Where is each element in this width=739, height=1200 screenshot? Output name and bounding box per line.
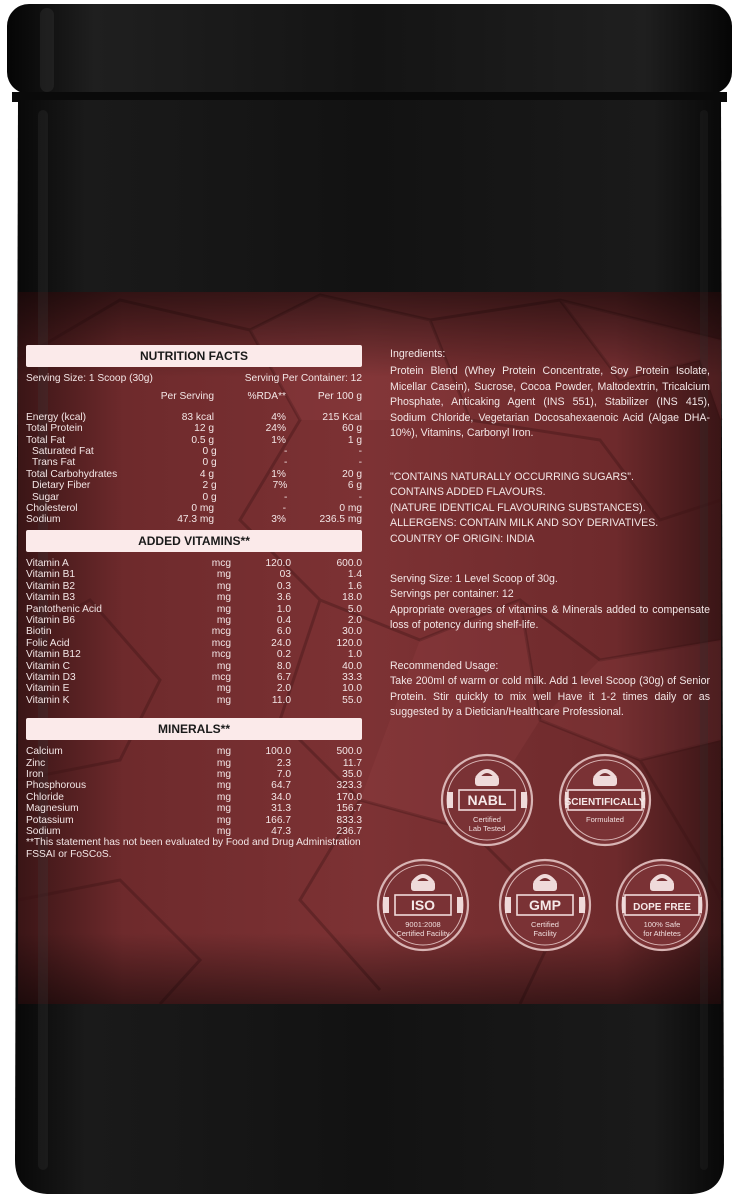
usage-text: Take 200ml of warm or cold milk. Add 1 level Scoop (30g) of Senior Protein. Stir quickly to mix well Have it 1-2 times daily or as suggested by a Dietician/Healthcare Professional. xyxy=(390,675,710,719)
badge-subtitle: Lab Tested xyxy=(468,824,506,833)
nutrient-name: Vitamin B12 xyxy=(26,649,81,661)
nutrient-unit: mg xyxy=(216,803,231,815)
nutrient-per-serving: 6.7 xyxy=(276,671,291,683)
nutrient-unit: mg xyxy=(216,694,231,706)
nutrient-unit: mg xyxy=(216,780,231,792)
nutrient-per-serving: 2.0 xyxy=(276,683,291,695)
nutrient-rda: - xyxy=(283,457,288,469)
nutrient-per-100g: 0 mg xyxy=(339,503,362,515)
nutrient-per-100g: 33.3 xyxy=(342,671,362,683)
dumbbell-icon xyxy=(505,897,511,913)
nutrient-name: Vitamin B3 xyxy=(26,592,76,604)
nutrient-per-serving: 34.0 xyxy=(271,791,291,803)
nutrient-per-serving: 2 g xyxy=(202,480,217,492)
nutrient-per-serving: 3.6 xyxy=(276,592,291,604)
nutrient-unit: mcg xyxy=(211,649,231,661)
badge-title: ISO xyxy=(410,897,436,913)
nutrient-per-serving: 4 g xyxy=(199,468,214,480)
ingredients-text: Protein Blend (Whey Protein Concentrate, Soy Protein Isolate, Micellar Casein), Sucrose, Cocoa Powder, Maltodextrin, Tricalcium Phosphate, Anticaking Agent (INS 551), Stabilizer (INS 415), Sodium Chloride, Vegetarian Docosahexaenoic Acid (Algae DHA-10%), Vitamins, Carbonyl Iron. xyxy=(390,365,710,440)
badge-subtitle: for Athletes xyxy=(643,929,681,938)
nutrient-per-100g: 1.0 xyxy=(347,649,362,661)
nutrient-per-100g: 40.0 xyxy=(342,660,362,672)
badge-title: GMP xyxy=(529,897,561,913)
nutrient-per-100g: 215 Kcal xyxy=(322,411,362,423)
col-per-100g: Per 100 g xyxy=(317,391,362,403)
nutrient-per-100g: 120.0 xyxy=(336,637,362,649)
serving-size-detail: Serving Size: 1 Level Scoop of 30g. xyxy=(390,573,558,585)
nutrient-unit: mg xyxy=(216,746,231,758)
footnote-line-2: FSSAI or FoSCoS. xyxy=(26,848,112,860)
nutrient-name: Energy (kcal) xyxy=(26,411,87,423)
nutrient-name: Total Fat xyxy=(26,434,66,446)
nutrient-name: Zinc xyxy=(26,757,46,769)
servings-per-container-detail: Servings per container: 12 xyxy=(390,588,514,601)
badge-subtitle: Facility xyxy=(533,929,557,938)
nutrient-unit: mg xyxy=(216,614,231,626)
nutrient-per-serving: 0 g xyxy=(202,491,217,503)
nutrient-name: Chloride xyxy=(26,791,64,803)
nutrient-name: Vitamin C xyxy=(26,660,70,672)
nutrient-per-serving: 47.3 xyxy=(271,826,291,837)
nutrient-per-serving: 2.3 xyxy=(276,757,291,769)
dope-free-badge xyxy=(617,860,707,950)
nutrient-per-serving: 0.3 xyxy=(276,580,291,592)
nutrient-rda: - xyxy=(282,503,286,515)
scientifically-formulated-badge xyxy=(560,755,650,845)
nutrition-facts-title: NUTRITION FACTS xyxy=(26,345,362,367)
nutrient-per-serving: 31.3 xyxy=(271,803,291,815)
nutrient-name: Biotin xyxy=(26,626,52,638)
dumbbell-icon xyxy=(383,897,389,913)
nutrient-per-serving: 83 kcal xyxy=(181,411,214,423)
nutrient-name: Total Protein xyxy=(26,423,83,435)
badge-title: SCIENTIFICALLY xyxy=(564,797,646,808)
vitamins-title: ADDED VITAMINS** xyxy=(26,530,362,552)
nutrient-per-serving: 7.0 xyxy=(276,768,291,780)
badge-subtitle: Certified Facility xyxy=(396,929,450,938)
nutrient-rda: - xyxy=(283,491,288,503)
nutrient-unit: mcg xyxy=(211,626,231,638)
nutrient-name: Sodium xyxy=(26,826,61,837)
nutrient-unit: mg xyxy=(216,757,231,769)
nutrient-name: Cholesterol xyxy=(26,503,78,515)
badge-subtitle: Certified xyxy=(473,815,501,824)
nutrient-per-serving: 6.0 xyxy=(276,626,291,638)
nutrient-unit: mg xyxy=(216,580,231,592)
servings-per-container: Serving Per Container: 12 xyxy=(244,373,362,384)
nutrient-name: Phosphorous xyxy=(26,780,87,792)
nutrient-per-serving: 0.5 g xyxy=(191,434,214,446)
nutrient-per-serving: 100.0 xyxy=(265,746,291,758)
nutrient-rda: 1% xyxy=(271,468,286,480)
nutrient-per-100g: 2.0 xyxy=(347,614,362,626)
col-rda: %RDA** xyxy=(247,391,286,403)
nutrient-per-100g: 55.0 xyxy=(342,694,362,706)
nutrient-name: Dietary Fiber xyxy=(32,480,91,492)
badge-subtitle: 100% Safe xyxy=(643,920,681,929)
nutrient-per-serving: 12 g xyxy=(194,423,214,435)
nutrient-rda: 1% xyxy=(271,434,286,446)
nutrient-per-100g: 5.0 xyxy=(347,603,362,615)
nutrient-unit: mg xyxy=(216,660,231,672)
nutrient-rda: - xyxy=(283,446,288,458)
nutrient-unit: mg xyxy=(216,826,231,837)
nutrient-per-serving: 1.0 xyxy=(276,603,291,615)
nutrient-per-serving: 0.4 xyxy=(276,614,291,626)
nutrient-rda: 4% xyxy=(271,411,286,423)
minerals-title: MINERALS** xyxy=(26,718,362,740)
nutrient-name: Calcium xyxy=(26,746,63,758)
nutrient-per-100g: 236.7 xyxy=(336,826,362,837)
badge-subtitle: 9001:2008 xyxy=(405,920,441,929)
nutrient-name: Vitamin E xyxy=(26,683,70,695)
nutrient-name: Vitamin B2 xyxy=(26,580,76,592)
nutrient-unit: mg xyxy=(216,814,231,826)
nutrient-unit: mg xyxy=(216,768,231,780)
nutrient-per-100g: 600.0 xyxy=(336,557,362,569)
overages-note: Appropriate overages of vitamins & Minerals added to compensate loss of potency during shelf-life. xyxy=(390,603,710,632)
nutrient-unit: mg xyxy=(216,683,231,695)
nutrient-name: Potassium xyxy=(26,814,74,826)
footnote-line-1: **This statement has not been evaluated by Food and Drug Administration xyxy=(26,837,361,849)
nutrient-per-serving: 64.7 xyxy=(271,780,291,792)
nutrient-per-serving: 0.2 xyxy=(276,649,291,661)
nutrient-name: Iron xyxy=(26,768,44,780)
nutrient-per-100g: - xyxy=(358,491,362,503)
iso-badge xyxy=(378,860,468,950)
nutrient-per-100g: 60 g xyxy=(342,423,362,435)
nutrient-name: Magnesium xyxy=(26,803,79,815)
statement-origin: COUNTRY OF ORIGIN: INDIA xyxy=(390,532,535,545)
nutrient-per-100g: - xyxy=(358,446,362,458)
nutrient-per-100g: 323.3 xyxy=(336,780,362,792)
nutrient-per-serving: 120.0 xyxy=(265,557,291,569)
badge-subtitle: Formulated xyxy=(586,815,624,824)
nutrient-name: Saturated Fat xyxy=(32,446,94,458)
nutrient-name: Trans Fat xyxy=(32,457,76,469)
statement-sugars: "CONTAINS NATURALLY OCCURRING SUGARS". xyxy=(390,471,634,483)
nutrient-name: Vitamin K xyxy=(26,694,70,706)
nutrient-name: Pantothenic Acid xyxy=(26,603,102,615)
nutrient-per-100g: 6 g xyxy=(347,480,362,492)
nutrient-per-100g: 500.0 xyxy=(336,746,362,758)
badge-title: DOPE FREE xyxy=(633,902,691,913)
nutrient-per-100g: 1 g xyxy=(347,434,362,446)
nutrient-unit: mcg xyxy=(211,671,231,683)
nutrient-per-serving: 11.0 xyxy=(271,694,291,706)
statement-allergens: ALLERGENS: CONTAIN MILK AND SOY DERIVATIVES. xyxy=(390,517,659,530)
nutrient-per-100g: 18.0 xyxy=(342,592,362,604)
nutrient-per-serving: 03 xyxy=(279,569,291,581)
nutrient-unit: mcg xyxy=(211,637,231,649)
nutrient-name: Total Carbohydrates xyxy=(26,468,118,480)
nutrient-per-100g: 1.6 xyxy=(347,580,362,592)
nutrient-name: Vitamin A xyxy=(26,557,69,569)
serving-size: Serving Size: 1 Scoop (30g) xyxy=(26,373,153,384)
nutrient-name: Folic Acid xyxy=(26,637,70,649)
statement-flavours: CONTAINS ADDED FLAVOURS. xyxy=(390,486,546,499)
badge-subtitle: Certified xyxy=(531,920,559,929)
nutrient-unit: mg xyxy=(216,791,231,803)
nutrient-per-100g: - xyxy=(358,457,362,469)
ingredients-heading: Ingredients: xyxy=(390,348,446,360)
nutrient-unit: mg xyxy=(216,603,231,615)
statement-nature-identical: (NATURE IDENTICAL FLAVOURING SUBSTANCES). xyxy=(390,501,646,514)
nutrient-per-100g: 35.0 xyxy=(342,768,362,780)
badge-title: NABL xyxy=(467,792,507,808)
nutrient-name: Sodium xyxy=(26,514,61,526)
nabl-badge xyxy=(442,755,532,845)
nutrient-name: Vitamin B1 xyxy=(26,569,76,581)
nutrient-per-100g: 170.0 xyxy=(336,791,362,803)
nutrient-per-100g: 156.7 xyxy=(336,803,362,815)
nutrient-name: Vitamin D3 xyxy=(26,671,76,683)
nutrient-name: Vitamin B6 xyxy=(26,614,76,626)
nutrient-per-100g: 10.0 xyxy=(342,683,362,695)
nutrient-rda: 3% xyxy=(271,514,286,526)
nutrient-per-100g: 20 g xyxy=(342,468,362,480)
usage-heading: Recommended Usage: xyxy=(390,660,499,672)
nutrient-per-serving: 47.3 mg xyxy=(177,514,214,526)
nutrient-name: Sugar xyxy=(32,491,60,503)
nutrient-per-serving: 8.0 xyxy=(276,660,291,672)
nutrient-rda: 24% xyxy=(265,423,286,435)
nutrient-unit: mg xyxy=(216,592,231,604)
gmp-badge xyxy=(500,860,590,950)
nutrient-rda: 7% xyxy=(272,480,288,492)
nutrient-per-serving: 0 mg xyxy=(191,503,214,515)
dumbbell-icon xyxy=(447,792,453,808)
nutrient-per-serving: 0 g xyxy=(202,457,217,469)
nutrient-unit: mg xyxy=(216,569,231,581)
nutrient-per-100g: 833.3 xyxy=(336,814,362,826)
nutrient-per-serving: 166.7 xyxy=(265,814,291,826)
nutrient-unit: mcg xyxy=(211,557,231,569)
nutrient-per-100g: 1.4 xyxy=(347,569,362,581)
nutrient-per-serving: 0 g xyxy=(202,446,217,458)
nutrient-per-100g: 30.0 xyxy=(342,626,362,638)
nutrient-per-100g: 236.5 mg xyxy=(319,514,362,526)
nutrient-per-100g: 11.7 xyxy=(342,757,362,769)
nutrient-per-serving: 24.0 xyxy=(271,637,291,649)
col-per-serving: Per Serving xyxy=(160,391,214,403)
